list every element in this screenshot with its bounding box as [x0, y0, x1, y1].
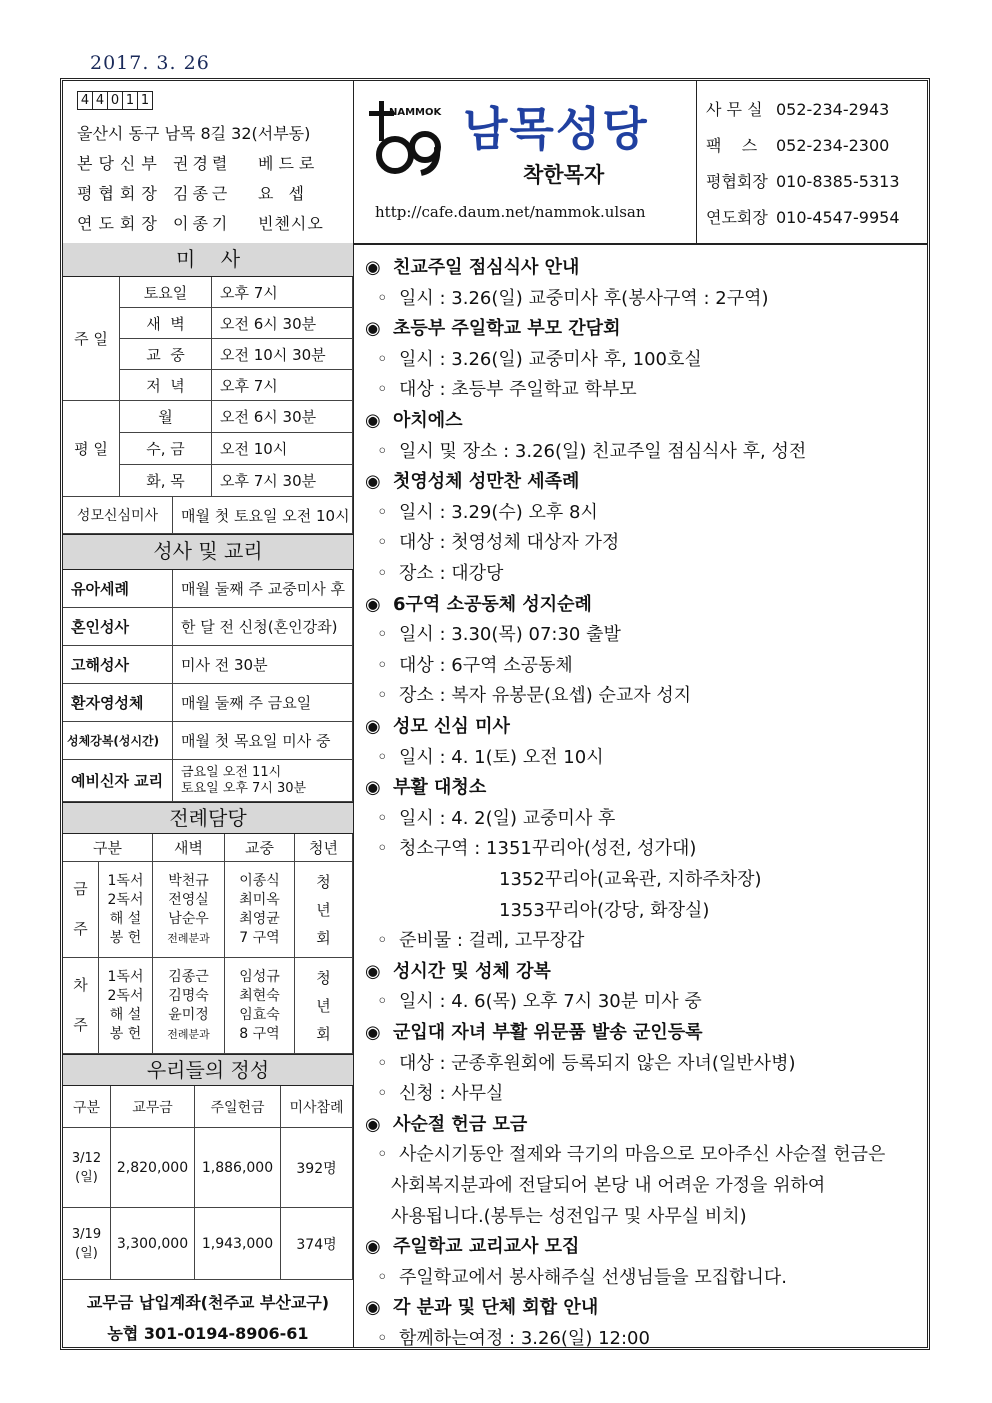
- announcement-text: 1353꾸리아(강당, 화장실): [499, 899, 710, 921]
- sacrament-name: 고해성사: [63, 646, 173, 684]
- contact-row: 팩 스 052-234-2300: [706, 136, 890, 155]
- bullet-icon: ◉: [365, 960, 381, 982]
- header: [63, 81, 927, 245]
- mass-time: 오후 7시: [212, 370, 353, 401]
- offering-date: 3/12 (일): [63, 1128, 111, 1208]
- offering-header: 구분: [63, 1086, 111, 1128]
- dot-icon: ◦: [377, 440, 388, 462]
- announcement-text: 일시 및 장소 : 3.26(일) 친교주일 점심식사 후, 성전: [399, 440, 807, 462]
- offering-dues: 2,820,000: [111, 1128, 195, 1208]
- zip-code: [77, 91, 152, 110]
- bulletin-frame: [60, 78, 930, 1350]
- announcement-text: 청소구역 : 1351꾸리아(성전, 성가대): [399, 838, 697, 860]
- announcement-text: 주일학교 교리교사 모집: [393, 1236, 580, 1258]
- header-info: [63, 81, 354, 243]
- offering-sunday: 1,886,000: [195, 1128, 281, 1208]
- announcement-heading: [365, 1110, 527, 1136]
- mass-day: 화, 목: [120, 465, 212, 497]
- announcement-heading: [365, 406, 463, 432]
- mass-day: 저 녁: [120, 370, 212, 401]
- dot-icon: ◦: [377, 532, 388, 554]
- bullet-icon: ◉: [365, 410, 381, 431]
- bullet-icon: ◉: [365, 1113, 381, 1135]
- dot-icon: ◦: [377, 807, 388, 829]
- announcement-detail: [377, 987, 702, 1013]
- announcement-detail: [377, 743, 604, 769]
- bullet-icon: ◉: [365, 593, 381, 615]
- announcement-text: 친교주일 점심식사 안내: [393, 257, 580, 278]
- liturgy-title: 전례담당: [63, 802, 353, 834]
- announcement-heading: [365, 590, 592, 616]
- contact-list: [696, 81, 927, 243]
- sacrament-name: 성체강복(성시간): [63, 722, 173, 760]
- mass-day: 토요일: [120, 277, 212, 308]
- special-mass-label: 성모신심미사: [63, 497, 173, 534]
- liturgy-header: 청년: [295, 834, 353, 862]
- left-column: [63, 243, 354, 1347]
- dot-icon: ◦: [377, 379, 388, 401]
- announcement-text: 성모 신심 미사: [393, 716, 510, 737]
- zip-digit: 4: [77, 91, 93, 110]
- bullet-icon: ◉: [365, 716, 381, 737]
- contact-row: 사 무 실 052-234-2943: [706, 100, 890, 119]
- announcement-heading: [365, 957, 551, 983]
- announcement-text: 부활 대청소: [393, 777, 487, 799]
- announcement-text: 대상 : 군종후원회에 등록되지 않은 자녀(일반사병): [399, 1052, 796, 1074]
- announcement-heading: [365, 1232, 579, 1258]
- dot-icon: ◦: [377, 501, 388, 523]
- sacrament-name: 환자영성체: [63, 684, 173, 722]
- announcement-text: 일시 : 4. 2(일) 교중미사 후: [399, 807, 616, 829]
- mass-time: 오전 6시 30분: [212, 308, 353, 339]
- announcement-detail: [377, 926, 584, 952]
- announcements: [353, 243, 927, 1347]
- svg-text:NAMMOK: NAMMOK: [389, 107, 442, 118]
- announcement-detail: [391, 1171, 825, 1197]
- dot-icon: ◦: [377, 348, 388, 370]
- church-logo-icon: [365, 99, 457, 183]
- announcement-heading: [365, 1293, 598, 1319]
- dot-icon: ◦: [377, 1083, 388, 1105]
- bullet-icon: ◉: [365, 471, 381, 493]
- dot-icon: ◦: [377, 1328, 388, 1349]
- announcement-detail: [377, 681, 691, 707]
- mass-time: 오후 7시: [212, 277, 353, 308]
- mass-day: 수, 금: [120, 433, 212, 465]
- announcement-text: 사용됩니다.(봉투는 성전입구 및 사무실 비치): [391, 1205, 747, 1227]
- mass-time: 오전 10시: [212, 433, 353, 465]
- dot-icon: ◦: [377, 1052, 388, 1074]
- announcement-text: 군입대 자녀 부활 위문품 발송 군인등록: [393, 1022, 703, 1043]
- liturgy-week: 차 주: [63, 958, 99, 1054]
- contact-row: 연도회장 010-4547-9954: [706, 208, 900, 227]
- announcement-detail: [377, 375, 637, 401]
- announcement-text: 함께하는여정 : 3.26(일) 12:00: [399, 1328, 650, 1349]
- announcement-text: 사회복지분과에 전달되어 본당 내 어려운 가정을 위하여: [391, 1175, 826, 1196]
- announcement-text: 일시 : 3.30(목) 07:30 출발: [399, 624, 621, 646]
- announcement-text: 대상 : 6구역 소공동체: [399, 654, 573, 676]
- address: 울산시 동구 남목 8길 32(서부동): [77, 124, 311, 143]
- mass-time: 오전 6시 30분: [212, 401, 353, 433]
- bullet-icon: ◉: [365, 1022, 381, 1043]
- offering-sunday: 1,943,000: [195, 1208, 281, 1280]
- bullet-icon: ◉: [365, 777, 381, 799]
- zip-digit: 0: [107, 91, 123, 110]
- subtitle: 착한목자: [523, 163, 605, 187]
- announcement-heading: [365, 253, 579, 279]
- announcement-text: 사순절 헌금 모금: [393, 1113, 528, 1135]
- announcement-text: 일시 : 3.29(수) 오후 8시: [399, 501, 598, 523]
- bullet-icon: ◉: [365, 1297, 381, 1319]
- offering-title: 우리들의 정성: [63, 1054, 353, 1086]
- mass-day: 교 중: [120, 339, 212, 370]
- announcement-text: 장소 : 대강당: [399, 563, 504, 584]
- special-mass-value: 매월 첫 토요일 오전 10시: [173, 497, 353, 534]
- cafe-url[interactable]: http://cafe.daum.net/nammok.ulsan: [375, 203, 646, 221]
- weekday-label: 평 일: [63, 401, 120, 497]
- sunday-label: 주 일: [63, 277, 120, 401]
- bulletin-date: 2017. 3. 26: [90, 52, 210, 74]
- announcement-text: 주일학교에서 봉사해주실 선생님들을 모집합니다.: [399, 1266, 788, 1288]
- announcement-text: 1352꾸리아(교육관, 지하주차장): [499, 869, 762, 890]
- liturgy-dawn: 박천규 전영실 남순우 전례분과: [153, 862, 225, 958]
- catechumen-times: 금요일 오전 11시 토요일 오후 7시 30분: [173, 760, 353, 802]
- offering-header: 주일헌금: [195, 1086, 281, 1128]
- mass-time: 오후 7시 30분: [212, 465, 353, 497]
- sacrament-name: 혼인성사: [63, 608, 173, 646]
- liturgy-header: 새벽: [153, 834, 225, 862]
- bullet-icon: ◉: [365, 257, 381, 278]
- announcement-text: 각 분과 및 단체 회합 안내: [393, 1297, 599, 1319]
- zip-digit: 4: [92, 91, 108, 110]
- mass-time: 오전 10시 30분: [212, 339, 353, 370]
- sacraments-title: 성사 및 교리: [63, 534, 353, 570]
- dot-icon: ◦: [377, 624, 388, 646]
- announcement-text: 준비물 : 걸레, 고무장갑: [399, 930, 585, 952]
- dot-icon: ◦: [377, 746, 388, 768]
- dot-icon: ◦: [377, 563, 388, 584]
- liturgy-header: 교중: [225, 834, 295, 862]
- bullet-icon: ◉: [365, 318, 381, 340]
- liturgy-header: 구분: [63, 834, 153, 862]
- announcement-text: 사순시기동안 절제와 극기의 마음으로 모아주신 사순절 헌금은: [399, 1144, 886, 1166]
- announcement-heading: [365, 314, 620, 340]
- dot-icon: ◦: [377, 685, 388, 707]
- announcement-text: 초등부 주일학교 부모 간담회: [393, 318, 621, 340]
- account-title: 교무금 납입계좌(천주교 부산교구): [86, 1293, 330, 1312]
- liturgy-week: 금 주: [63, 862, 99, 958]
- announcement-text: 장소 : 복자 유봉문(요셉) 순교자 성지: [399, 685, 692, 707]
- announcement-detail: [377, 437, 806, 463]
- announcement-text: 대상 : 초등부 주일학교 학부모: [399, 379, 637, 401]
- announcement-detail: [377, 1324, 650, 1350]
- offering-header: 교무금: [111, 1086, 195, 1128]
- announcement-text: 첫영성체 성만찬 세족례: [393, 471, 580, 493]
- announcement-text: 일시 : 3.26(일) 교중미사 후, 100호실: [399, 348, 702, 370]
- zip-digit: 1: [122, 91, 138, 110]
- announcement-detail: [377, 620, 621, 646]
- announcement-detail: [377, 528, 619, 554]
- liturgy-roles: 1독서 2독서 해 설 봉 헌: [99, 958, 153, 1054]
- announcement-detail: [377, 345, 702, 371]
- dot-icon: ◦: [377, 838, 388, 860]
- offering-header: 미사참례: [281, 1086, 353, 1128]
- announcement-text: 신청 : 사무실: [399, 1083, 504, 1105]
- announcement-text: 일시 : 4. 1(토) 오전 10시: [399, 746, 604, 768]
- dot-icon: ◦: [377, 1266, 388, 1288]
- header-title: [353, 81, 697, 243]
- liturgy-youth: 청 년 회: [295, 862, 353, 958]
- announcement-text: 일시 : 4. 6(목) 오후 7시 30분 미사 중: [399, 991, 702, 1013]
- mass-title: 미 사: [63, 243, 353, 277]
- mass-day: 새 벽: [120, 308, 212, 339]
- church-name: 남목성당: [463, 102, 649, 156]
- announcement-heading: [365, 467, 579, 493]
- contact-row: 평협회장 010-8385-5313: [706, 172, 900, 191]
- staff-row: 연도회장 이종기 빈첸시오: [77, 214, 324, 233]
- staff-row: 본당신부 권경렬 베드로: [77, 154, 320, 173]
- staff-row: 평협회장 김종근 요 셉: [77, 184, 309, 203]
- sacrament-value: 매월 둘째 주 교중미사 후: [173, 570, 353, 608]
- announcement-detail: [377, 284, 769, 310]
- announcement-detail: [377, 834, 696, 860]
- announcement-text: 대상 : 첫영성체 대상자 가정: [399, 532, 620, 554]
- catechumen-label: 예비신자 교리: [63, 760, 173, 802]
- account-number: 농협 301-0194-8906-61: [107, 1324, 309, 1343]
- announcement-heading: [365, 1018, 703, 1044]
- sacrament-value: 미사 전 30분: [173, 646, 353, 684]
- announcement-detail: [377, 1140, 885, 1166]
- zip-digit: 1: [137, 91, 153, 110]
- dot-icon: ◦: [377, 654, 388, 676]
- announcement-detail: [377, 804, 615, 830]
- offering-attendance: 374명: [281, 1208, 353, 1280]
- sacrament-value: 매월 첫 목요일 미사 중: [173, 722, 353, 760]
- sacrament-value: 한 달 전 신청(혼인강좌): [173, 608, 353, 646]
- announcement-text: 성시간 및 성체 강복: [393, 960, 551, 982]
- announcement-detail: [499, 896, 709, 922]
- announcement-detail: [377, 559, 503, 585]
- offering-dues: 3,300,000: [111, 1208, 195, 1280]
- dot-icon: ◦: [377, 287, 388, 309]
- sacrament-name: 유아세례: [63, 570, 173, 608]
- announcement-text: 아치에스: [393, 410, 463, 431]
- announcement-heading: [365, 773, 486, 799]
- sacrament-value: 매월 둘째 주 금요일: [173, 684, 353, 722]
- liturgy-roles: 1독서 2독서 해 설 봉 헌: [99, 862, 153, 958]
- bullet-icon: ◉: [365, 1236, 381, 1258]
- liturgy-youth: 청 년 회: [295, 958, 353, 1054]
- mass-day: 월: [120, 401, 212, 433]
- dot-icon: ◦: [377, 1144, 388, 1166]
- dot-icon: ◦: [377, 930, 388, 952]
- liturgy-main: 이종식 최미옥 최영균 7 구역: [225, 862, 295, 958]
- offering-date: 3/19 (일): [63, 1208, 111, 1280]
- announcement-heading: [365, 712, 510, 738]
- announcement-text: 6구역 소공동체 성지순례: [393, 593, 592, 615]
- announcement-detail: [377, 1263, 787, 1289]
- announcement-detail: [377, 651, 573, 677]
- announcement-detail: [377, 1049, 795, 1075]
- announcement-detail: [377, 498, 598, 524]
- dot-icon: ◦: [377, 991, 388, 1013]
- announcement-detail: [377, 1079, 503, 1105]
- liturgy-dawn: 김종근 김명숙 윤미정 전례분과: [153, 958, 225, 1054]
- announcement-text: 일시 : 3.26(일) 교중미사 후(봉사구역 : 2구역): [399, 287, 769, 309]
- announcement-detail: [391, 1202, 747, 1228]
- offering-attendance: 392명: [281, 1128, 353, 1208]
- liturgy-main: 임성규 최현숙 임효숙 8 구역: [225, 958, 295, 1054]
- announcement-detail: [499, 865, 762, 891]
